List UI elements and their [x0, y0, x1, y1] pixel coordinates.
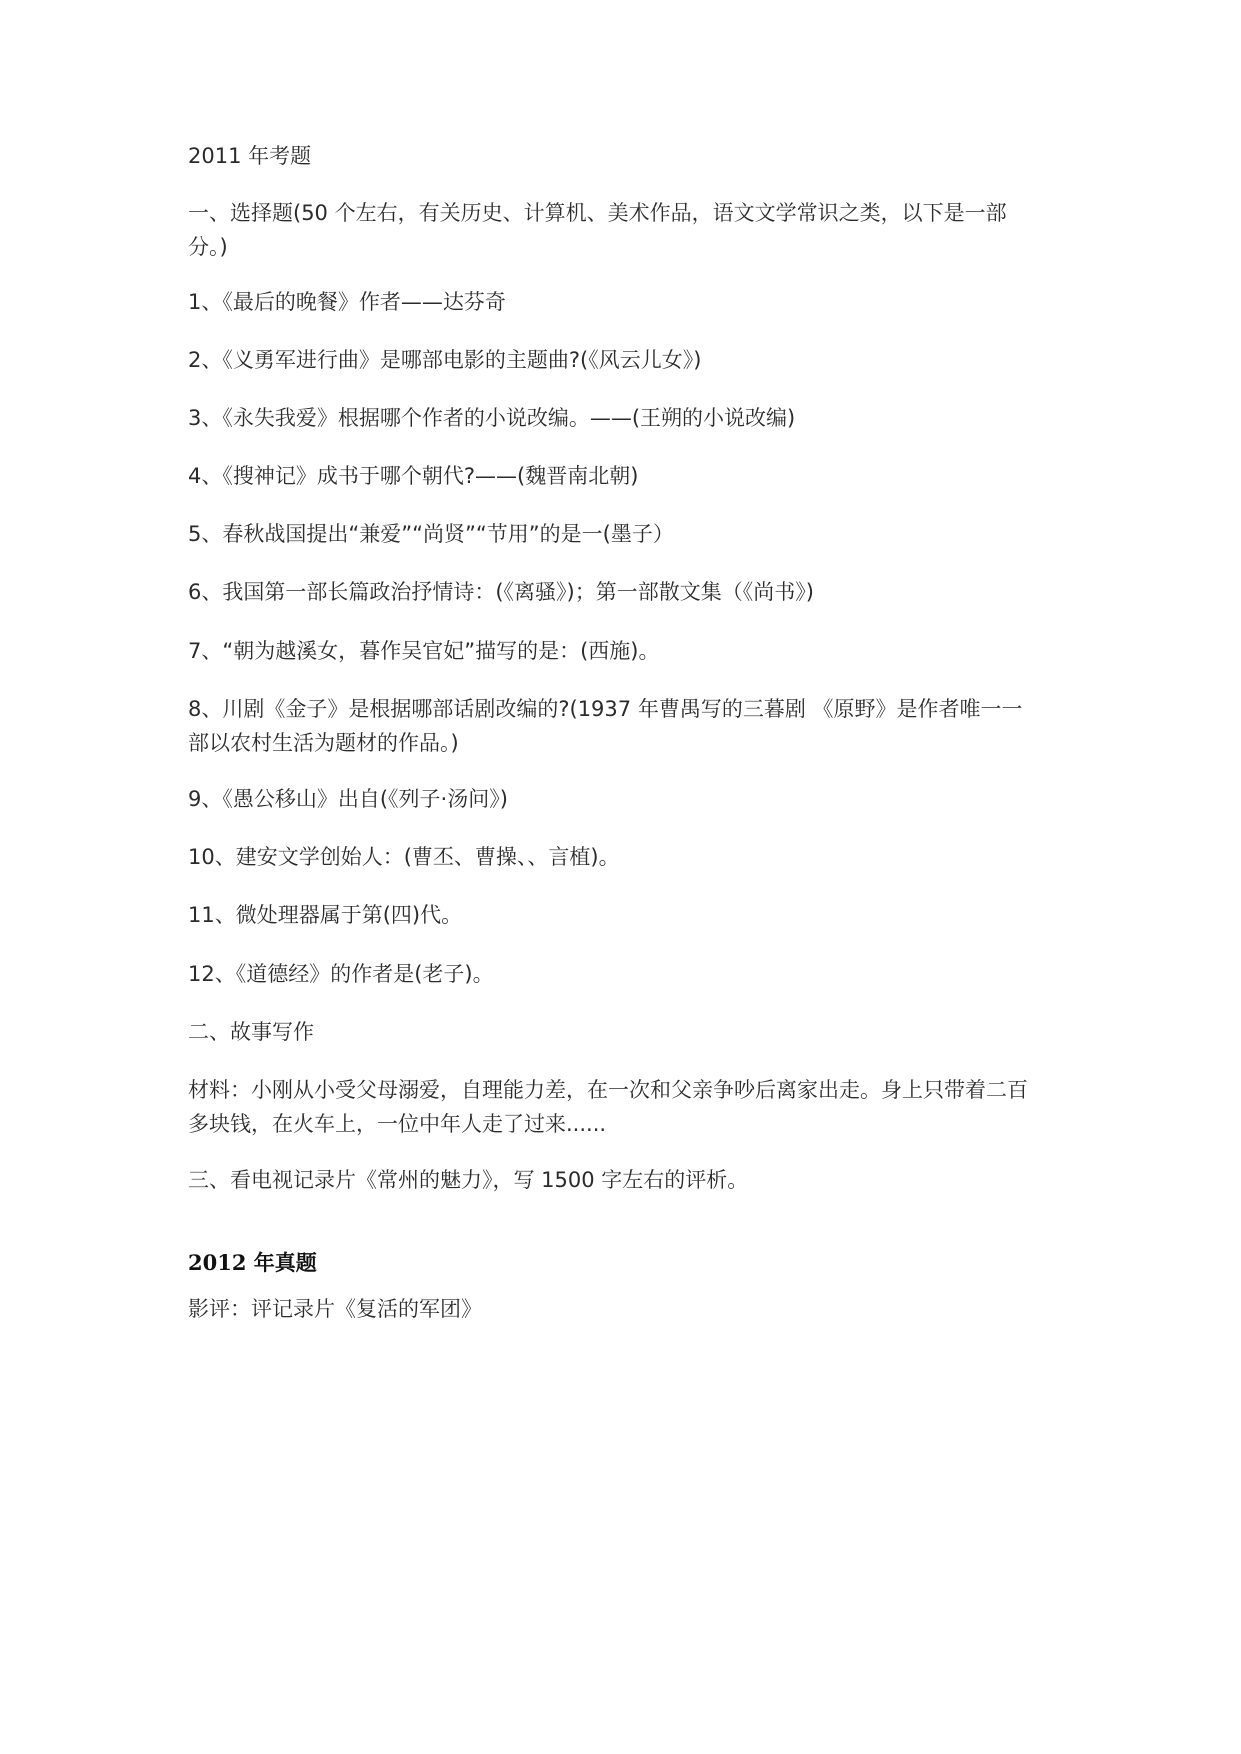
question-4: 4、《搜神记》成书于哪个朝代?——(魏晋南北朝) [188, 464, 639, 488]
question-8 [188, 692, 1068, 760]
part3-heading: 三、看电视记录片《常州的魅力》，写 1500 字左右的评析。 [188, 1168, 749, 1192]
part1-heading [188, 196, 1068, 264]
question-3: 3、《永失我爱》根据哪个作者的小说改编。——(王朔的小说改编) [188, 406, 796, 430]
question-6: 6、我国第一部长篇政治抒情诗：(《离骚》)；第一部散文集（《尚书》) [188, 580, 814, 604]
question-7: 7、“朝为越溪女，暮作吴官妃”描写的是：(西施)。 [188, 639, 660, 663]
review-2012: 影评：评记录片《复活的军团》 [188, 1297, 482, 1321]
heading-2011: 2011 年考题 [188, 144, 312, 168]
question-8-line1: 8、川剧《金子》是根据哪部话剧改编的?(1937 年曹禺写的三暮剧 《原野》是作者唯一一 [188, 697, 1023, 721]
material-line1: 材料：小刚从小受父母溺爱，自理能力差，在一次和父亲争吵后离家出走。身上只带着二百 [188, 1078, 1028, 1102]
part2-heading: 二、故事写作 [188, 1020, 314, 1044]
question-12: 12、《道德经》的作者是(老子)。 [188, 962, 494, 986]
material-paragraph [188, 1073, 1068, 1141]
question-8-line2: 部以农村生活为题材的作品。) [188, 731, 459, 755]
question-2: 2、《义勇军进行曲》是哪部电影的主题曲?(《风云儿女》) [188, 348, 702, 372]
question-1: 1、《最后的晚餐》作者——达芬奇 [188, 290, 506, 314]
part1-heading-line1: 一、选择题(50 个左右，有关历史、计算机、美术作品，语文文学常识之类，以下是一部 [188, 201, 1007, 225]
question-11: 11、微处理器属于第(四)代。 [188, 903, 463, 927]
question-9: 9、《愚公移山》出自(《列子·汤问》) [188, 787, 508, 811]
material-line2: 多块钱，在火车上，一位中年人走了过来...... [188, 1112, 607, 1136]
heading-2012: 2012 年真题 [188, 1250, 317, 1275]
question-5: 5、春秋战国提出“兼爱”“尚贤”“节用”的是一(墨子） [188, 522, 674, 546]
question-10: 10、建安文学创始人：(曹丕、曹操、、言植)。 [188, 845, 620, 869]
part1-heading-line2: 分。) [188, 235, 228, 259]
